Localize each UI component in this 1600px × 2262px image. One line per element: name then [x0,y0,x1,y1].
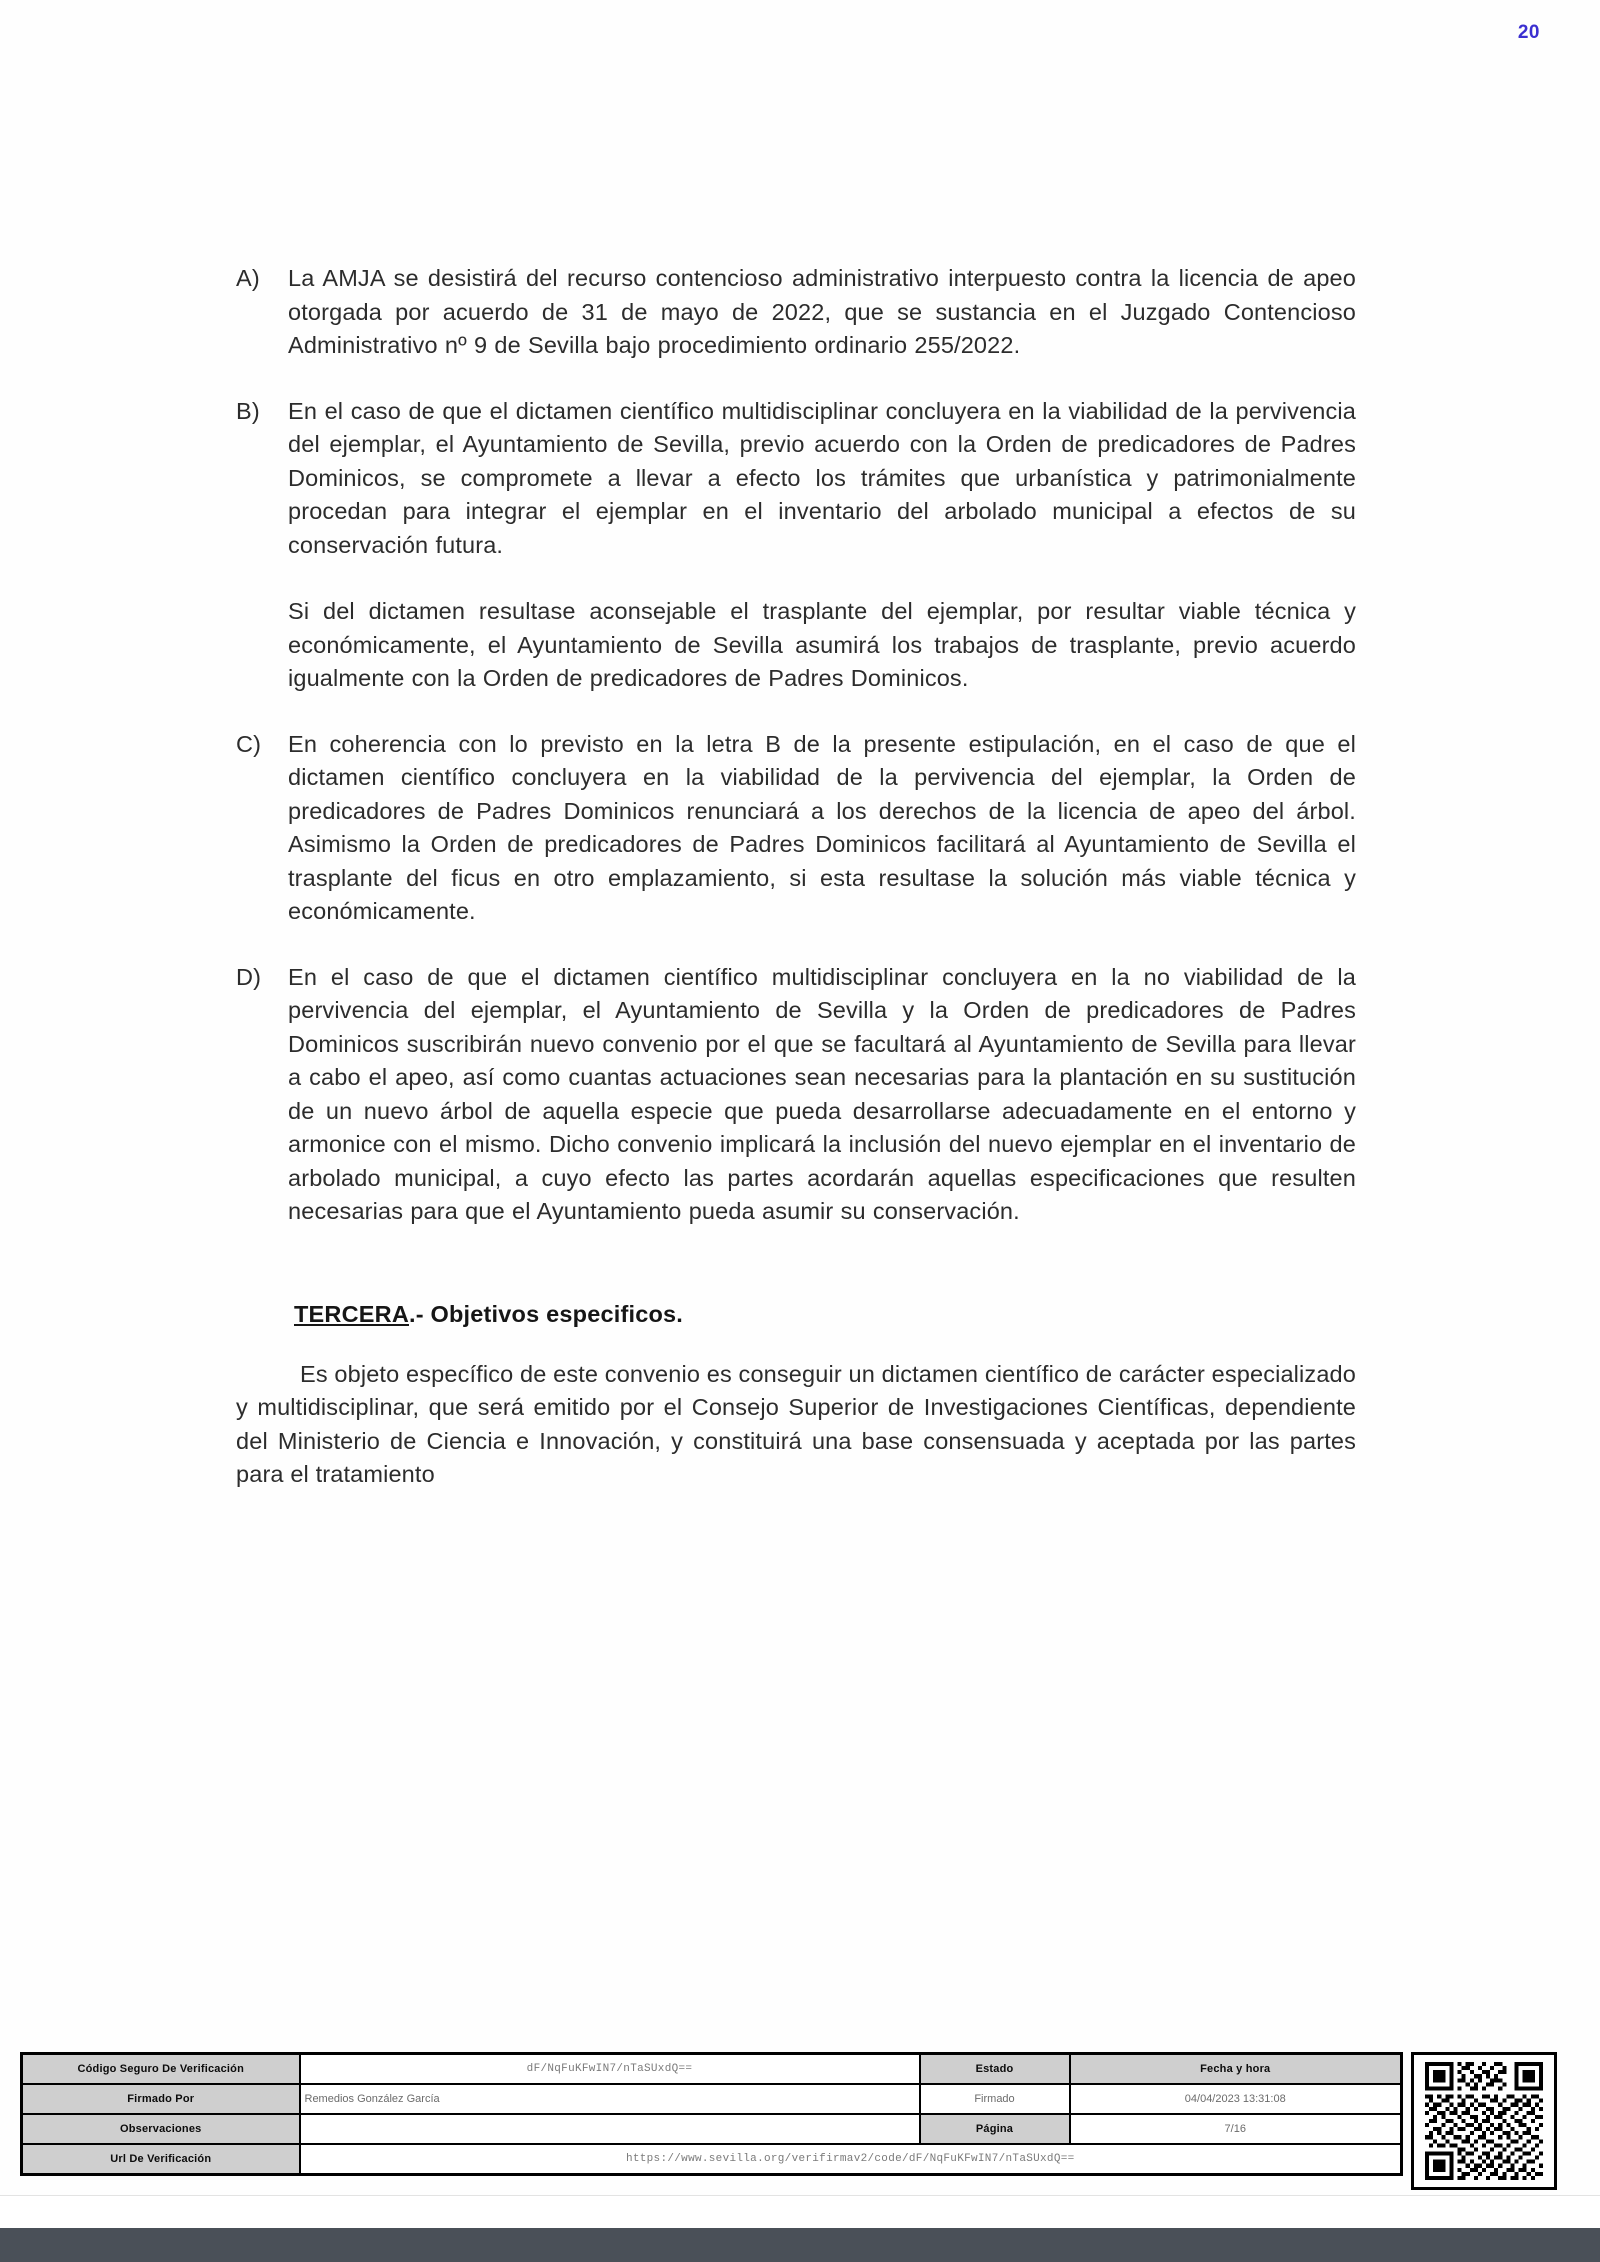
clause-body-b [288,395,1356,696]
value-state: Firmado [920,2084,1070,2114]
clause-body-d [288,961,1356,1229]
value-csv: dF/NqFuKFwIN7/nTaSUxdQ== [300,2054,920,2085]
section-heading-rest: .- Objetivos especificos. [409,1300,684,1327]
table-row [22,2054,1402,2085]
document-body [236,262,1356,1492]
label-csv: Código Seguro De Verificación [22,2054,300,2085]
value-url: https://www.sevilla.org/verifirmav2/code/dF/NqFuKFwIN7/nTaSUxdQ== [300,2144,1402,2175]
clause-paragraph: En el caso de que el dictamen científico multidisciplinar concluyera en la viabilidad de la pervivencia del ejemplar, el Ayuntamiento de Sevilla, previo acuerdo con la Orden de predicadores de Padres Dominicos, se compromete a llevar a efecto los trámites que urbanística y patrimonialmente procedan para integrar el ejemplar en el inventario del arbolado municipal a efectos de su conservación futura. [288,397,1356,558]
value-signed-by: Remedios González García [300,2084,920,2114]
label-url: Url De Verificación [22,2144,300,2175]
table-row [22,2144,1402,2175]
label-signed-by: Firmado Por [22,2084,300,2114]
clause-body-a [288,262,1356,363]
clause-item-c [236,728,1356,929]
table-row [22,2084,1402,2114]
viewer-page-gap [0,2195,1600,2228]
label-observations: Observaciones [22,2114,300,2144]
qr-code-icon [1425,2062,1543,2180]
label-page: Página [920,2114,1070,2144]
clause-body-c [288,728,1356,929]
value-page: 7/16 [1070,2114,1402,2144]
clause-item-a [236,262,1356,363]
viewer-bottom-bar [0,2228,1600,2262]
clause-marker-a: A) [236,265,260,291]
clause-paragraph: En coherencia con lo previsto en la letra B de la presente estipulación, en el caso de que el dictamen científico concluyera en la viabilidad de la pervivencia del ejemplar, la Orden de predicadores de Padres Dominicos renunciará a los derechos de la licencia de apeo del árbol. Asimismo la Orden de predicadores de Padres Dominicos facilitará al Ayuntamiento de Sevilla el trasplante del ficus en otro emplazamiento, si esta resultase la solución más viable técnica y económicamente. [288,730,1356,924]
verification-table [20,2052,1403,2176]
label-datetime: Fecha y hora [1070,2054,1402,2085]
verification-footer [20,2052,1560,2190]
clause-item-d [236,961,1356,1229]
section-heading [294,1301,1356,1328]
clause-paragraph: La AMJA se desistirá del recurso contencioso administrativo interpuesto contra la licencia de apeo otorgada por acuerdo de 31 de mayo de 2022, que se sustancia en el Juzgado Contencioso Administrativo nº 9 de Sevilla bajo procedimiento ordinario 255/2022. [288,265,1356,358]
qr-code [1411,2052,1557,2190]
clause-marker-d: D) [236,963,262,990]
clause-item-b [236,395,1356,696]
label-state: Estado [920,2054,1070,2085]
clause-paragraph: Si del dictamen resultase aconsejable el trasplante del ejemplar, por resultar viable técnica y económicamente, el Ayuntamiento de Sevilla asumirá los trabajos de trasplante, previo acuerdo igualmente con la Orden de predicadores de Padres Dominicos. [288,598,1356,691]
clause-marker-c: C) [236,730,262,757]
page-number-badge: 20 [1517,22,1540,43]
section-body-paragraph: Es objeto específico de este convenio es conseguir un dictamen científico de carácter especializado y multidisciplinar, que será emitido por el Consejo Superior de Investigaciones Científicas, dependiente del Ministerio de Ciencia e Innovación, y constituirá una base consensuada y aceptada por las partes para el tratamiento [236,1360,1356,1487]
clause-marker-b: B) [236,397,260,424]
value-datetime: 04/04/2023 13:31:08 [1070,2084,1402,2114]
section-heading-term: TERCERA [294,1300,409,1327]
clause-paragraph: En el caso de que el dictamen científico multidisciplinar concluyera en la no viabilidad de la pervivencia del ejemplar, el Ayuntamiento de Sevilla y la Orden de predicadores de Padres Dominicos suscribirán nuevo convenio por el que se facultará al Ayuntamiento de Sevilla para llevar a cabo el apeo, así como cuantas actuaciones sean necesarias para la plantación en su sustitución de un nuevo árbol de aquella especie que pueda desarrollarse adecuadamente en el entorno y armonice con el mismo. Dicho convenio implicará la inclusión del nuevo ejemplar en el inventario de arbolado municipal, a cuyo efecto las partes acordarán aquellas especificaciones que resulten necesarias para que el Ayuntamiento pueda asumir su conservación. [288,963,1356,1224]
table-row [22,2114,1402,2144]
value-observations [300,2114,920,2144]
